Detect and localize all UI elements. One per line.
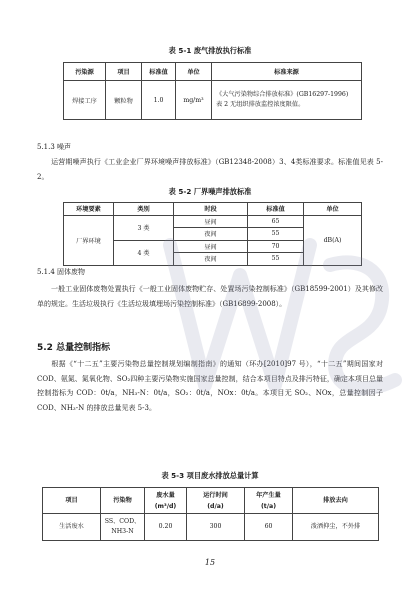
table-cell: mg/m³ bbox=[176, 81, 212, 120]
table-header-cell: 污染源 bbox=[64, 63, 106, 81]
table-cell: 夜间 bbox=[174, 228, 248, 241]
table-cell: 昼间 bbox=[174, 240, 248, 253]
header-line: 年产生量 bbox=[256, 491, 281, 499]
table-header-cell: 环境要素 bbox=[64, 203, 114, 216]
table-cell-unit: dB(A) bbox=[304, 215, 362, 265]
table-header-cell: 项目 bbox=[43, 488, 101, 514]
table-header-cell: 类别 bbox=[114, 203, 174, 216]
table-cell: 颗粒物 bbox=[106, 81, 142, 120]
cell-line: NH3-N bbox=[111, 528, 134, 535]
table-cell-class: 3 类 bbox=[114, 215, 174, 240]
table-header-cell: 标准值 bbox=[142, 63, 176, 81]
table-cell-class: 4 类 bbox=[114, 240, 174, 265]
standard-line: 表 2 无组织排放监控浓度限值。 bbox=[216, 101, 305, 108]
table-row bbox=[43, 514, 379, 541]
table-cell: 0.20 bbox=[145, 514, 187, 541]
table-header-cell bbox=[187, 488, 245, 514]
table-cell: 60 bbox=[245, 514, 293, 541]
table-cell: 70 bbox=[248, 240, 304, 253]
noise-paragraph-text: 运营期噪声执行《工业企业厂界环境噪声排放标准》（GB12348-2008）3、4类标准要求。标准值见表 5-2。 bbox=[37, 158, 383, 181]
table-cell: 泼洒抑尘，不外排 bbox=[293, 514, 379, 541]
total-control-paragraph-text: 根据《“十二五”主要污染物总量控制规划编制指南》的通知（环办[2010]97 号），“十二五”期间国家对 COD、氨氮、氮氧化物、SO₂四种主要污染物实施国家总量控制，结合本项目特点及排污特征，确定本项目总量控制指标为 COD：0t/a，NH₃-N：0t/a，SO₂：0t/a，NOx：0t/a。本项目无 SO₂、NOx，总量控制因子 COD、NH₃-N 的排放总量见表 5-3。 bbox=[37, 360, 383, 412]
cell-line: SS、COD、 bbox=[104, 518, 141, 525]
table-cell: 焊接工序 bbox=[64, 81, 106, 120]
table-row bbox=[64, 81, 362, 120]
emission-standard-table bbox=[63, 62, 362, 120]
standard-line: 《大气污染物综合排放标准》(GB16297-1996) bbox=[216, 91, 349, 98]
table-header-cell: 项目 bbox=[106, 63, 142, 81]
header-line: 运行时间 bbox=[203, 491, 228, 499]
section-5-1-4-heading: 5.1.4 固体废物 bbox=[37, 268, 86, 276]
table1-caption: 表 5-1 废气排放执行标准 bbox=[168, 46, 252, 55]
table-header-cell: 污染物 bbox=[101, 488, 145, 514]
table-header-cell bbox=[245, 488, 293, 514]
header-line: (d/a) bbox=[207, 502, 224, 510]
header-line: (m³/d) bbox=[154, 502, 177, 510]
table-cell bbox=[101, 514, 145, 541]
table-cell: 55 bbox=[248, 253, 304, 266]
table-cell: 55 bbox=[248, 228, 304, 241]
table-cell: 夜间 bbox=[174, 253, 248, 266]
solid-waste-paragraph-text: 一般工业固体废物处置执行《一般工业固体废物贮存、处置场污染控制标准》（GB18599-2001）及其修改单的规定。生活垃圾执行《生活垃圾填埋场污染控制标准》（GB16899-2008）。 bbox=[37, 285, 383, 308]
table-header-cell: 标准值 bbox=[248, 203, 304, 216]
table-cell: 1.0 bbox=[142, 81, 176, 120]
table-cell: 65 bbox=[248, 215, 304, 228]
table2-caption: 表 5-2 厂界噪声排放标准 bbox=[168, 187, 252, 196]
noise-paragraph bbox=[37, 155, 383, 184]
table-cell-element: 厂界环境 bbox=[64, 215, 114, 265]
table-cell: 生活废水 bbox=[43, 514, 101, 541]
header-line: 废水量 bbox=[156, 491, 175, 499]
table-header-row bbox=[64, 63, 362, 81]
watermark-logo bbox=[150, 215, 410, 415]
table-cell: 昼间 bbox=[174, 215, 248, 228]
wastewater-table bbox=[42, 487, 379, 541]
page-number: 15 bbox=[204, 558, 216, 567]
section-5-1-3-heading: 5.1.3 噪声 bbox=[37, 143, 72, 151]
table-header-row bbox=[43, 488, 379, 514]
table3-caption: 表 5-3 项目废水排放总量计算 bbox=[161, 471, 259, 480]
table-header-row bbox=[64, 203, 362, 216]
table-header-cell: 标准来源 bbox=[212, 63, 362, 81]
table-cell-standard bbox=[212, 81, 362, 120]
table-header-cell: 时段 bbox=[174, 203, 248, 216]
table-cell: 300 bbox=[187, 514, 245, 541]
section-5-2-heading: 5.2 总量控制指标 bbox=[37, 343, 111, 353]
table-header-cell: 排放去向 bbox=[293, 488, 379, 514]
table-header-cell bbox=[145, 488, 187, 514]
header-line: (t/a) bbox=[260, 502, 277, 510]
table-header-cell: 单位 bbox=[304, 203, 362, 216]
table-header-cell: 单位 bbox=[176, 63, 212, 81]
